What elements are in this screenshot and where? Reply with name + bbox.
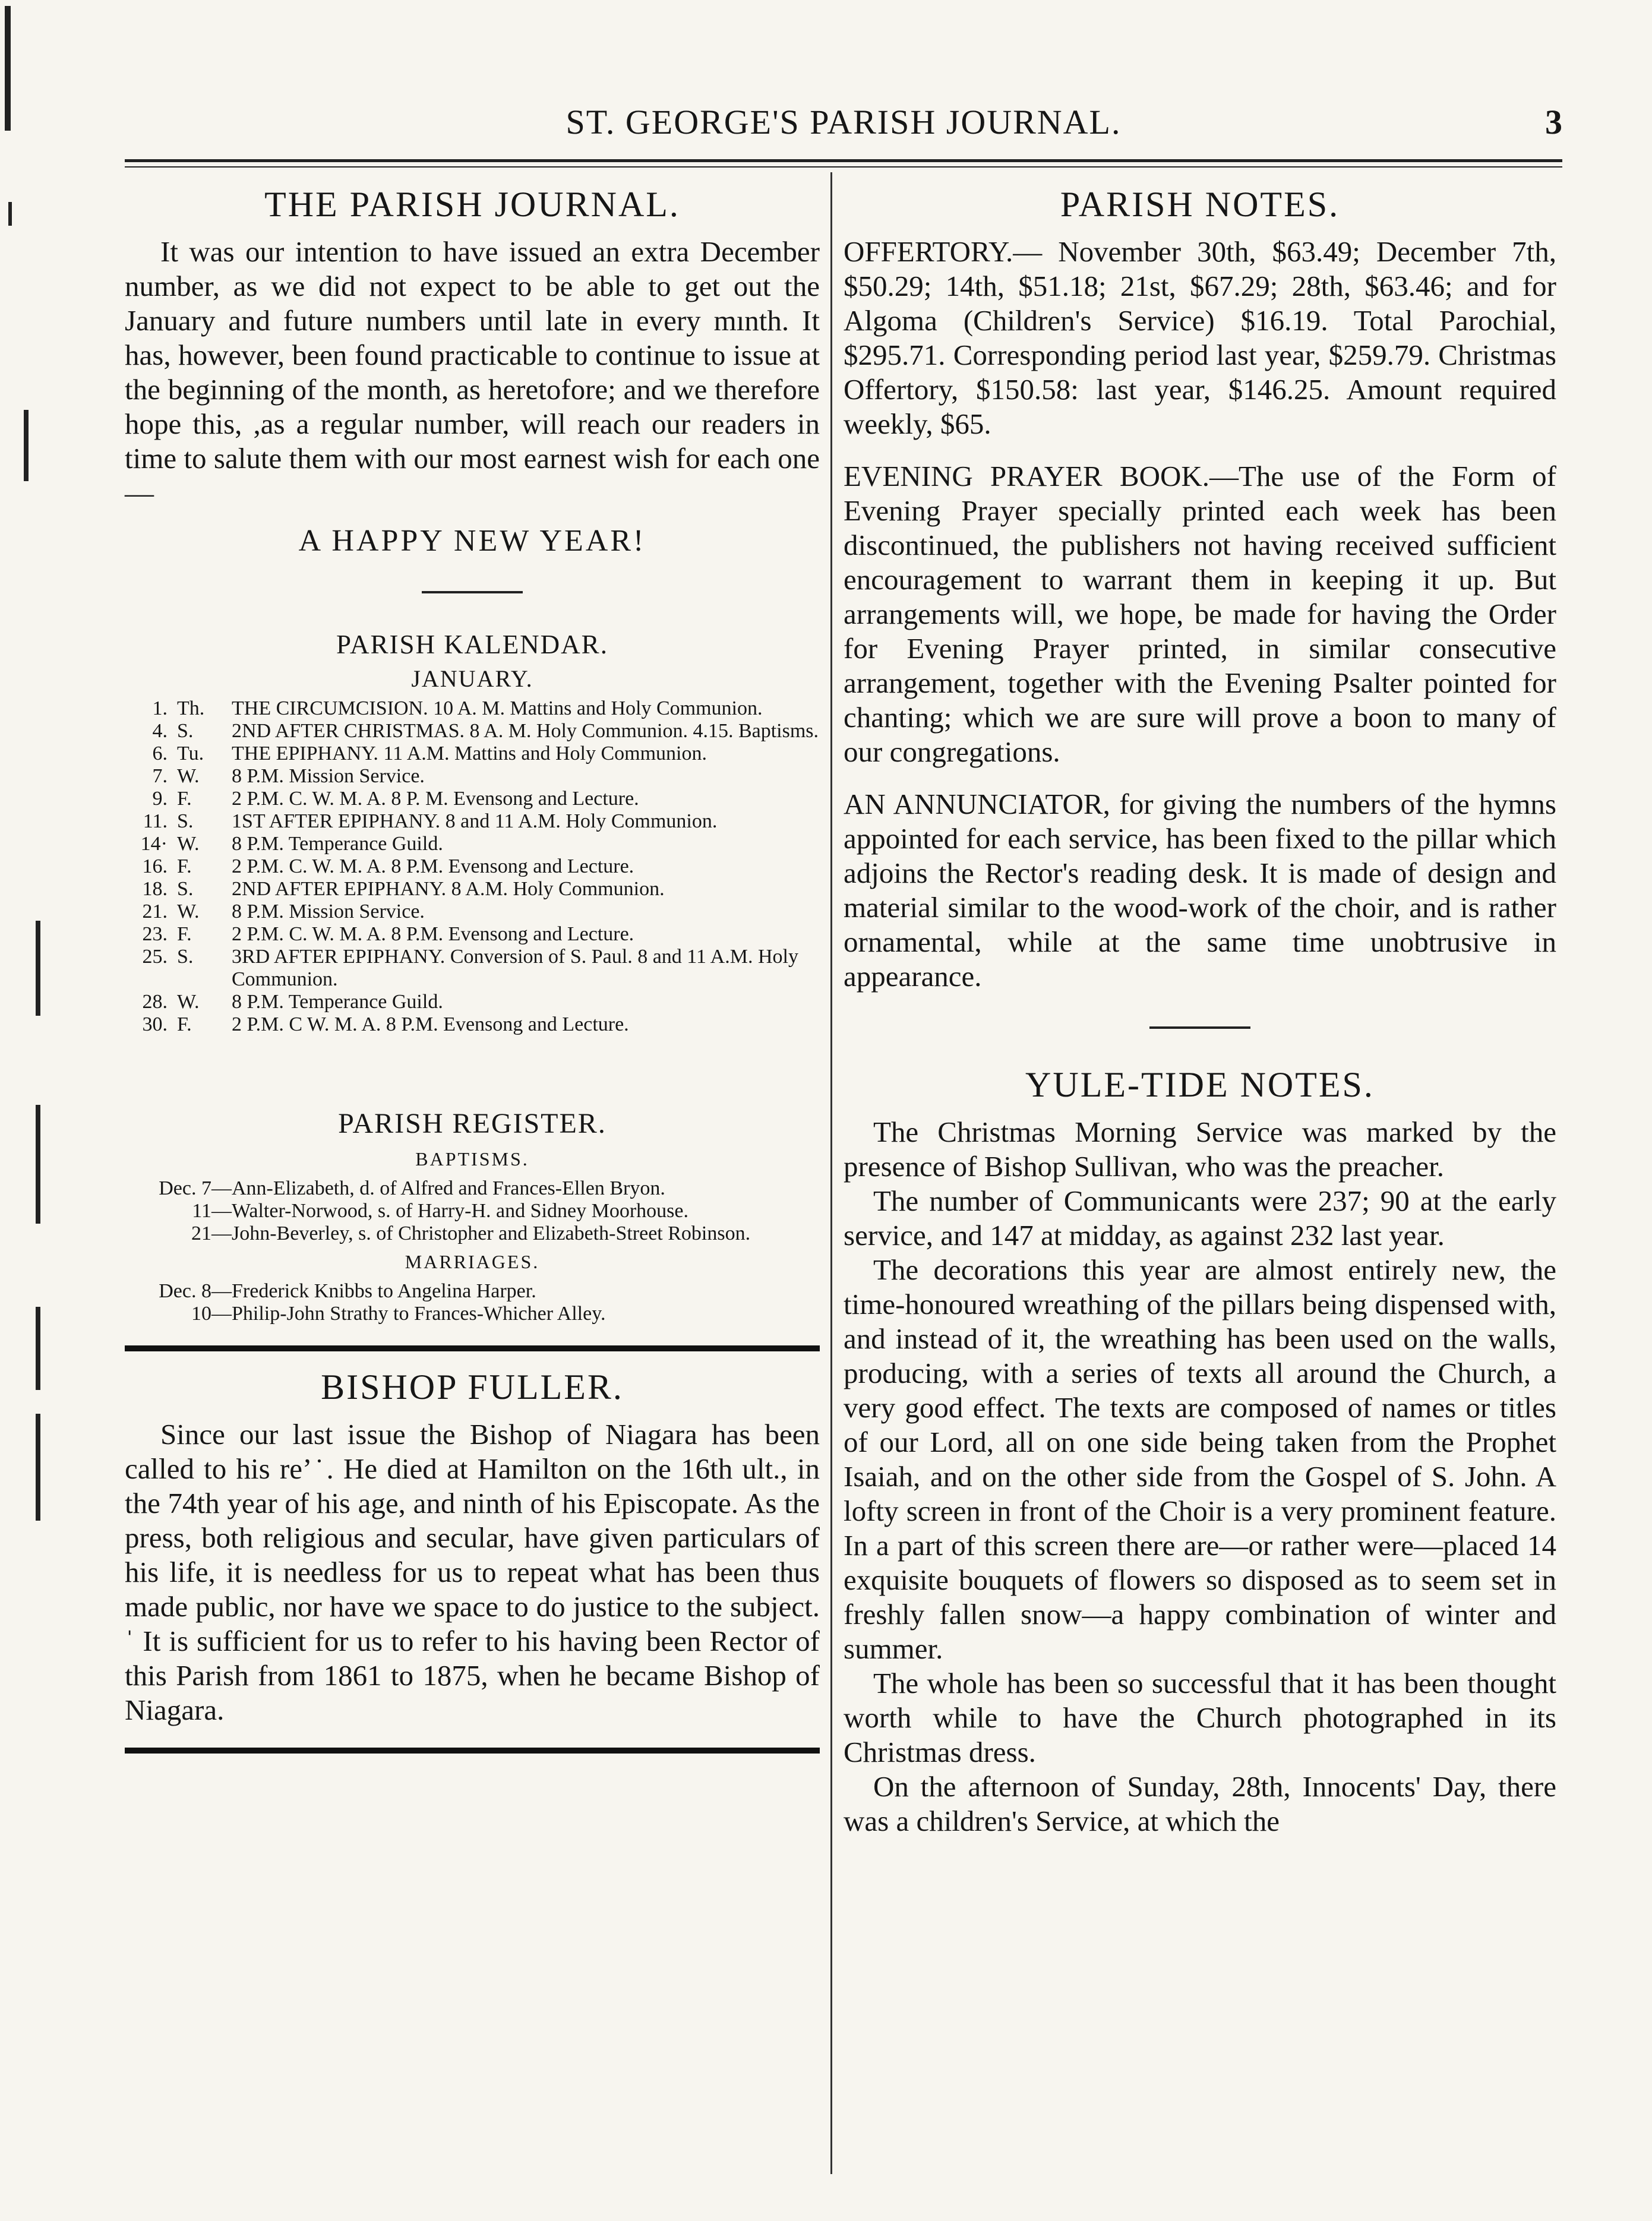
kalendar-entry: 8 P.M. Mission Service. bbox=[232, 765, 425, 787]
scan-edge-mark bbox=[36, 1414, 40, 1521]
register-entry bbox=[125, 1280, 820, 1303]
kalendar-list bbox=[125, 697, 820, 1036]
kalendar-day: S. bbox=[177, 946, 194, 968]
kalendar-day: F. bbox=[177, 923, 192, 945]
scan-edge-mark bbox=[5, 6, 11, 131]
annunciator-note: AN ANNUNCIATOR, for giving the numbers of the hymns appointed for each service, has been fixed to the pillar which adjoins the Rector's reading desk. It is made of design and material similar to the wood-work of the choir, and is rather ornamental, while at the same time unobtrusive in appearance. bbox=[844, 788, 1556, 993]
yule-tide-heading: YULE-TIDE NOTES. bbox=[1025, 1065, 1375, 1104]
kalendar-entry: 2ND AFTER CHRISTMAS. 8 A. M. Holy Communion. 4.15. Baptisms. bbox=[232, 720, 819, 742]
kalendar-day: W. bbox=[177, 833, 200, 855]
marriages-label: MARRIAGES. bbox=[405, 1251, 540, 1272]
kalendar-entry: 3RD AFTER EPIPHANY. Conversion of S. Paul. 8 and 11 A.M. Holy Communion. bbox=[232, 946, 798, 990]
register-date: 21— bbox=[191, 1222, 232, 1244]
scan-edge-mark bbox=[36, 1307, 40, 1390]
kalendar-date: 7. bbox=[152, 765, 168, 787]
kalendar-date: 14· bbox=[140, 833, 168, 855]
kalendar-date: 6. bbox=[152, 743, 168, 764]
kalendar-entry: THE CIRCUMCISION. 10 A. M. Mattins and Holy Communion. bbox=[232, 697, 763, 719]
register-date: 10— bbox=[191, 1303, 232, 1325]
kalendar-entry: THE EPIPHANY. 11 A.M. Mattins and Holy Communion. bbox=[232, 743, 707, 764]
parish-journal-heading: THE PARISH JOURNAL. bbox=[264, 185, 680, 224]
kalendar-entry: 8 P.M. Temperance Guild. bbox=[232, 991, 443, 1013]
kalendar-entry: 2 P.M. C. W. M. A. 8 P. M. Evensong and Lecture. bbox=[232, 788, 639, 810]
kalendar-row bbox=[125, 878, 820, 901]
register-entry bbox=[125, 1303, 820, 1325]
register-date: Dec. 8— bbox=[159, 1280, 232, 1302]
scan-edge-mark bbox=[24, 410, 29, 481]
kalendar-row bbox=[125, 697, 820, 720]
scan-edge-mark bbox=[36, 921, 40, 1016]
register-entry bbox=[125, 1177, 820, 1200]
kalendar-day: F. bbox=[177, 855, 192, 877]
baptisms-label: BAPTISMS. bbox=[415, 1148, 529, 1170]
section-rule bbox=[1149, 1026, 1250, 1029]
kalendar-day: W. bbox=[177, 991, 200, 1013]
evening-prayer-note: EVENING PRAYER BOOK.—The use of the Form of Evening Prayer specially printed each week has been discontinued, the publishers not having received sufficient encouragement to warrant them in keeping it up. But arrangements will, we hope, be made for having the Order for Evening Prayer printed, in similar consecutive arrangement, together with the Evening Psalter pointed for chanting; which we are sure will prove a boon to many of our congregations. bbox=[844, 460, 1556, 768]
kalendar-day: F. bbox=[177, 788, 192, 810]
section-rule bbox=[125, 1345, 820, 1351]
kalendar-date: 16. bbox=[142, 855, 168, 877]
right-column bbox=[844, 178, 1556, 1838]
header-rule bbox=[125, 166, 1562, 168]
yule-paragraph: The whole has been so successful that it has been thought worth while to have the Church photographed in its Christmas dress. bbox=[844, 1667, 1556, 1768]
kalendar-row bbox=[125, 946, 820, 991]
kalendar-row bbox=[125, 1013, 820, 1036]
kalendar-date: 1. bbox=[152, 697, 168, 719]
scan-edge-mark bbox=[8, 202, 12, 226]
yule-paragraph: On the afternoon of Sunday, 28th, Innocents' Day, there was a children's Service, at which the bbox=[844, 1770, 1556, 1837]
kalendar-date: 30. bbox=[142, 1013, 168, 1035]
register-heading: PARISH REGISTER. bbox=[338, 1108, 607, 1139]
kalendar-day: S. bbox=[177, 720, 194, 742]
kalendar-day: W. bbox=[177, 901, 200, 922]
page-header bbox=[125, 89, 1562, 154]
yule-paragraph: The number of Communicants were 237; 90 at the early service, and 147 at midday, as against 232 last year. bbox=[844, 1184, 1556, 1252]
register-entry bbox=[125, 1200, 820, 1222]
kalendar-day: Tu. bbox=[177, 743, 204, 764]
left-column bbox=[125, 178, 820, 1769]
happy-new-year: A HAPPY NEW YEAR! bbox=[298, 524, 646, 558]
scan-edge-mark bbox=[36, 1105, 40, 1224]
kalendar-entry: 2 P.M. C W. M. A. 8 P.M. Evensong and Lecture. bbox=[232, 1013, 629, 1035]
kalendar-row bbox=[125, 901, 820, 923]
yule-paragraph: The Christmas Morning Service was marked by the presence of Bishop Sullivan, who was the preacher. bbox=[844, 1116, 1556, 1183]
section-rule bbox=[125, 1748, 820, 1754]
kalendar-row bbox=[125, 765, 820, 788]
bishop-fuller-text: Since our last issue the Bishop of Niagara has been called to his re’˙. He died at Hamilton on the 16th ult., in the 74th year of his age, and ninth of his Episcopate. As the press, both religious and secular, have given particulars of his life, it is needless for us to repeat what has been thus made public, nor have we space to do justice to the subject. ˈ It is sufficient for us to refer to his having been Rector of this Parish from 1861 to 1875, when he became Bishop of Niagara. bbox=[125, 1418, 820, 1726]
parish-journal-text: It was our intention to have issued an extra December number, as we did not expect to be able to get out the January and future numbers until late in every mınth. It has, however, been found practicable to continue to issue at the beginning of the month, as heretofore; and we therefore hope this, ,as a regular number, will reach our readers in time to salute them with our most earnest wish for each one— bbox=[125, 235, 820, 509]
register-text: Philip-John Strathy to Frances-Whicher Alley. bbox=[232, 1303, 606, 1325]
kalendar-entry: 8 P.M. Temperance Guild. bbox=[232, 833, 443, 855]
kalendar-entry: 2 P.M. C. W. M. A. 8 P.M. Evensong and Lecture. bbox=[232, 923, 634, 945]
kalendar-date: 25. bbox=[142, 946, 168, 968]
kalendar-heading: PARISH KALENDAR. bbox=[336, 630, 608, 659]
journal-title: ST. GEORGE'S PARISH JOURNAL. bbox=[566, 103, 1122, 141]
register-entry bbox=[125, 1222, 820, 1245]
kalendar-date: 9. bbox=[152, 788, 168, 810]
kalendar-date: 23. bbox=[142, 923, 168, 945]
kalendar-entry: 2ND AFTER EPIPHANY. 8 A.M. Holy Communion. bbox=[232, 878, 665, 900]
register-text: Frederick Knibbs to Angelina Harper. bbox=[232, 1280, 536, 1302]
kalendar-entry: 2 P.M. C. W. M. A. 8 P.M. Evensong and Lecture. bbox=[232, 855, 634, 877]
kalendar-row bbox=[125, 810, 820, 833]
register-text: John-Beverley, s. of Christopher and Elizabeth-Street Robinson. bbox=[232, 1222, 751, 1244]
register-text: Walter-Norwood, s. of Harry-H. and Sidney Moorhouse. bbox=[232, 1200, 688, 1222]
kalendar-date: 21. bbox=[142, 901, 168, 922]
column-divider bbox=[830, 172, 832, 2174]
register-date: 11— bbox=[192, 1200, 232, 1222]
kalendar-row bbox=[125, 833, 820, 855]
kalendar-date: 11. bbox=[143, 810, 168, 832]
parish-notes-heading: PARISH NOTES. bbox=[1060, 185, 1340, 224]
kalendar-month: JANUARY. bbox=[411, 665, 533, 692]
kalendar-day: F. bbox=[177, 1013, 192, 1035]
kalendar-row bbox=[125, 991, 820, 1013]
register-date: Dec. 7— bbox=[159, 1177, 232, 1199]
section-rule bbox=[422, 591, 523, 593]
kalendar-day: W. bbox=[177, 765, 200, 787]
yule-paragraph: The decorations this year are almost entirely new, the time-honoured wreathing of the pillars being dispensed with, and instead of it, the wreathing has been used on the walls, producing, with a series of texts all around the Church, a very good effect. The texts are composed of names or titles of our Lord, all on one side being taken from the Prophet Isaiah, and on the other side from the Gospel of S. John. A lofty screen in front of the Choir is a very prominent feature. In a part of this screen there are—or rather were—placed 14 exquisite bouquets of flowers so disposed as to seem set in freshly fallen snow—a happy combination of winter and summer. bbox=[844, 1253, 1556, 1665]
kalendar-date: 28. bbox=[142, 991, 168, 1013]
page-number: 3 bbox=[1545, 103, 1562, 141]
kalendar-day: Th. bbox=[177, 697, 205, 719]
kalendar-entry: 8 P.M. Mission Service. bbox=[232, 901, 425, 922]
kalendar-row bbox=[125, 923, 820, 946]
kalendar-row bbox=[125, 720, 820, 743]
offertory-note: OFFERTORY.— November 30th, $63.49; December 7th, $50.29; 14th, $51.18; 21st, $67.29; 28th, $63.46; and for Algoma (Children's Service) $16.19. Total Parochial, $295.71. Corresponding period last year, $259.79. Christmas Offertory, $150.58: last year, $146.25. Amount required weekly, $65. bbox=[844, 235, 1556, 440]
header-rule bbox=[125, 159, 1562, 162]
kalendar-date: 18. bbox=[142, 878, 168, 900]
kalendar-date: 4. bbox=[152, 720, 168, 742]
kalendar-row bbox=[125, 855, 820, 878]
kalendar-entry: 1ST AFTER EPIPHANY. 8 and 11 A.M. Holy Communion. bbox=[232, 810, 718, 832]
kalendar-day: S. bbox=[177, 878, 194, 900]
bishop-fuller-heading: BISHOP FULLER. bbox=[321, 1367, 624, 1407]
kalendar-row bbox=[125, 743, 820, 765]
kalendar-row bbox=[125, 788, 820, 810]
kalendar-day: S. bbox=[177, 810, 194, 832]
register-text: Ann-Elizabeth, d. of Alfred and Frances-Ellen Bryon. bbox=[232, 1177, 665, 1199]
